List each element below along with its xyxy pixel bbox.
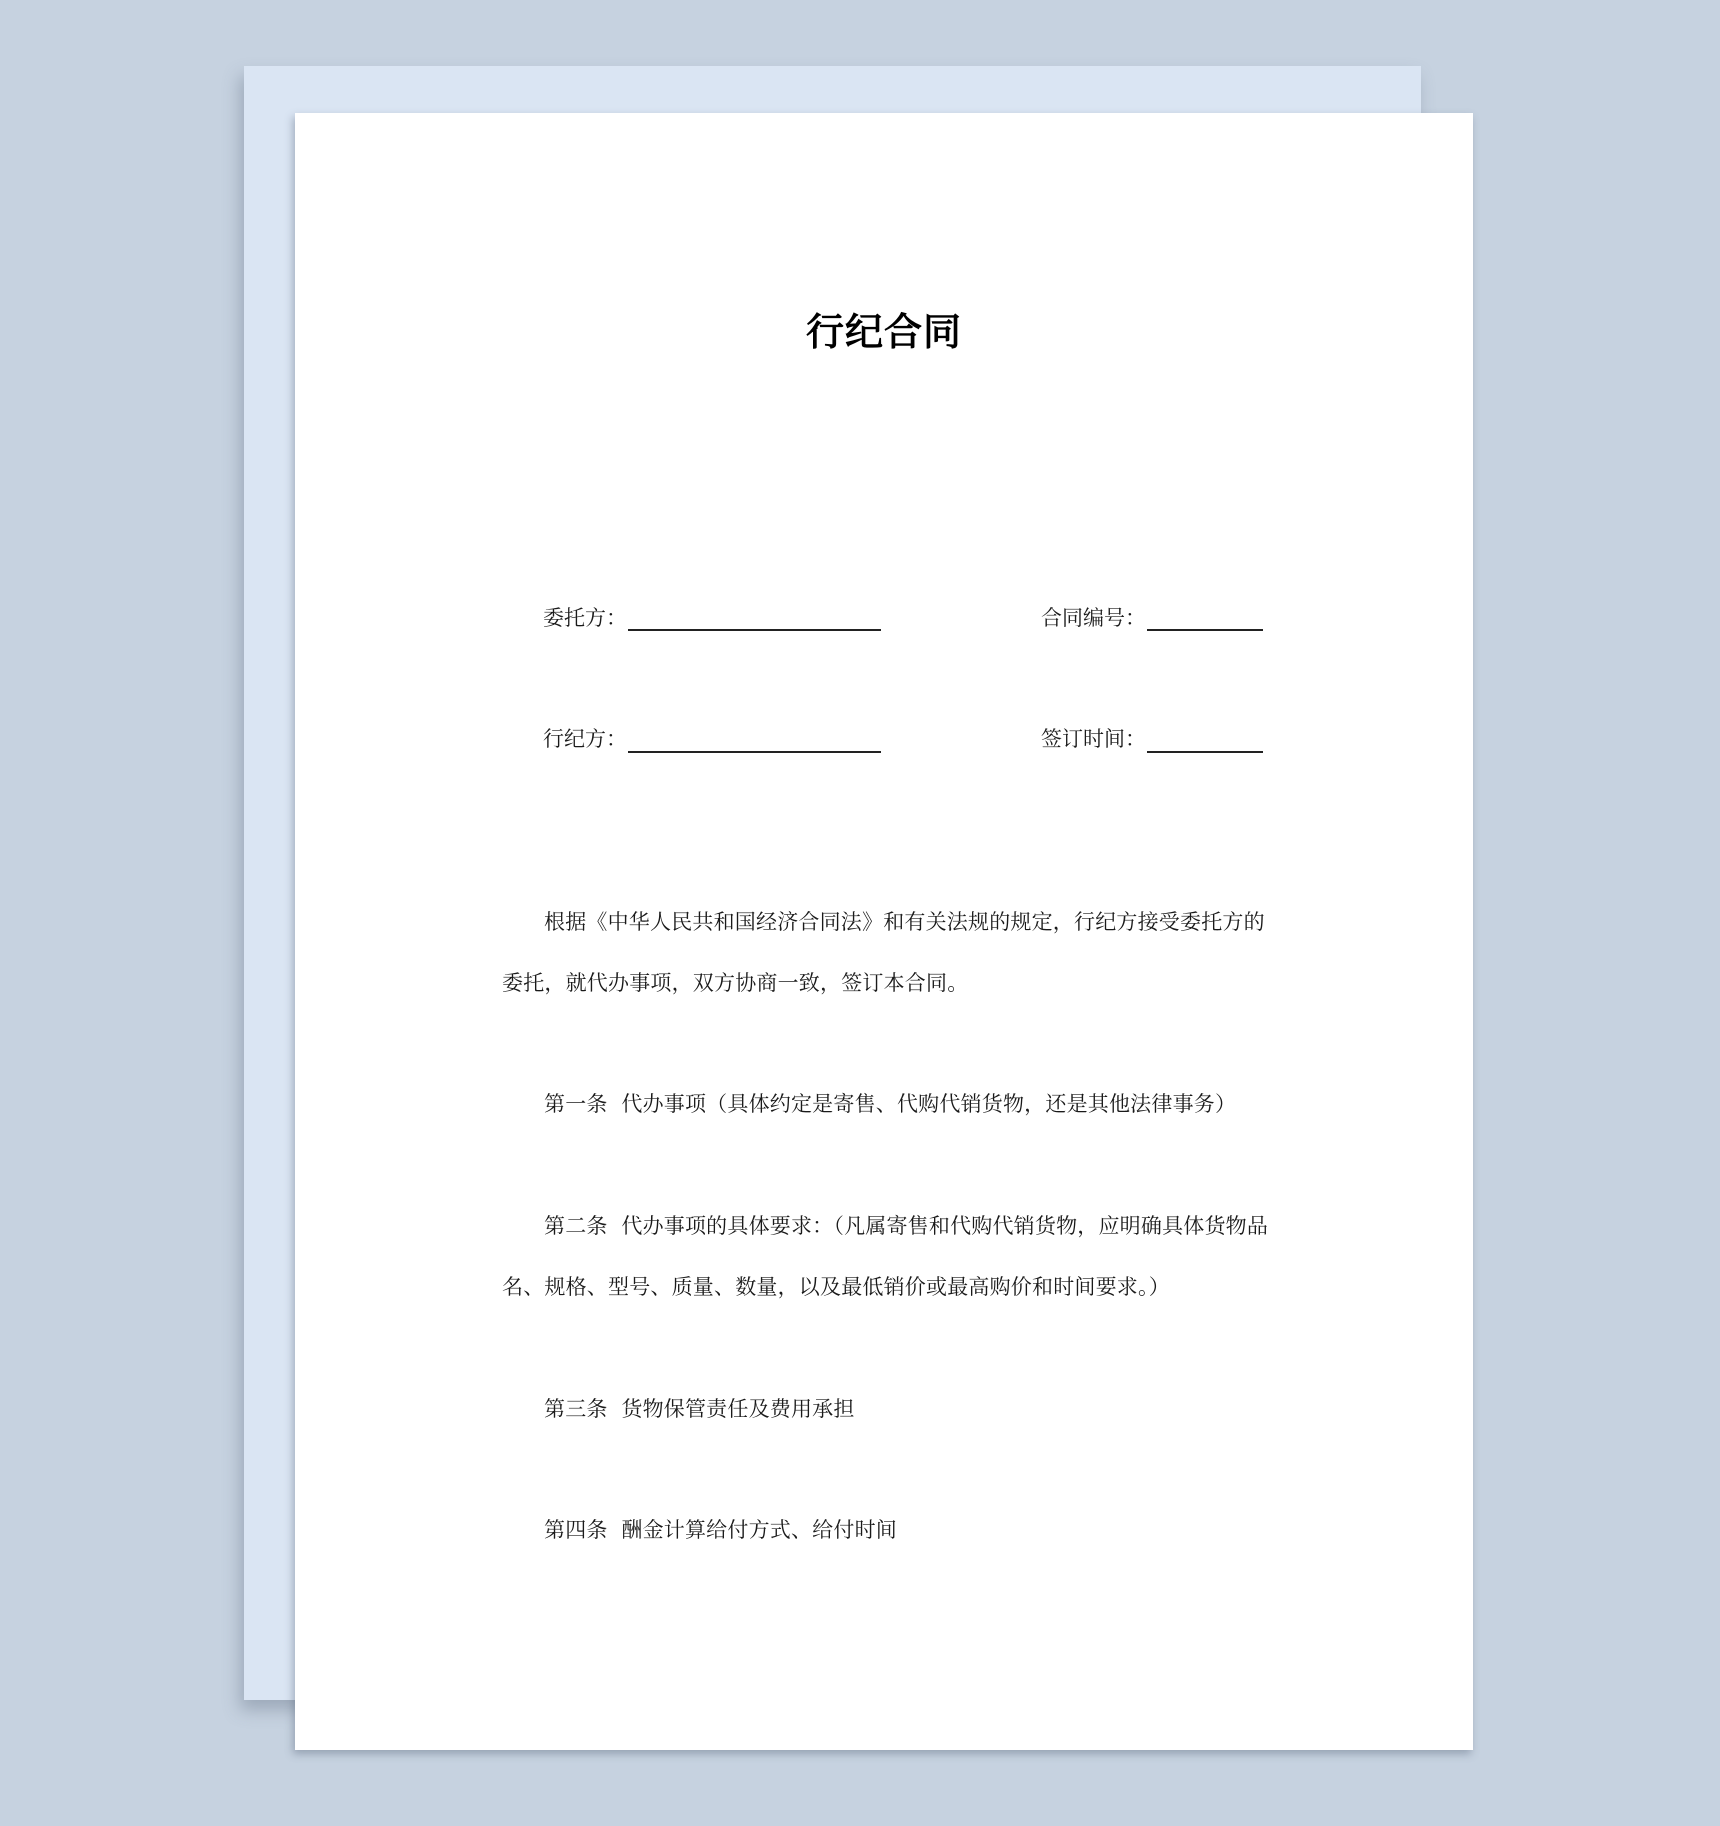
article-2-heading: 第二条	[544, 1214, 608, 1238]
article-3-text: 货物保管责任及费用承担	[621, 1397, 855, 1421]
article-4	[544, 1520, 897, 1541]
contract-number-field[interactable]	[1147, 629, 1263, 631]
commission-agent-label: 行纪方：	[543, 727, 627, 751]
consignor-field[interactable]	[628, 629, 881, 631]
article-4-text: 酬金计算给付方式、给付时间	[621, 1518, 897, 1542]
article-1-heading: 第一条	[544, 1092, 608, 1116]
article-3-heading: 第三条	[544, 1397, 608, 1421]
article-2	[544, 1216, 1268, 1237]
signing-date-label: 签订时间：	[1041, 727, 1146, 751]
commission-agent-field[interactable]	[628, 751, 881, 753]
document-page	[295, 113, 1473, 1750]
article-4-heading: 第四条	[544, 1518, 608, 1542]
contract-number-label: 合同编号：	[1041, 606, 1146, 630]
article-2-text: 代办事项的具体要求：（凡属寄售和代购代销货物，应明确具体货物品	[621, 1214, 1269, 1238]
preamble-line-1: 根据《中华人民共和国经济合同法》和有关法规的规定，行纪方接受委托方的	[544, 910, 1265, 934]
document-title: 行纪合同	[805, 310, 962, 354]
signing-date-field[interactable]	[1147, 751, 1263, 753]
preamble-line-2: 委托，就代办事项，双方协商一致，签订本合同。	[502, 971, 969, 995]
article-1	[544, 1094, 1236, 1115]
article-1-text: 代办事项（具体约定是寄售、代购代销货物，还是其他法律事务）	[621, 1092, 1237, 1116]
article-3	[544, 1399, 855, 1420]
consignor-label: 委托方：	[543, 606, 627, 630]
article-2-line-2: 名、规格、型号、质量、数量，以及最低销价或最高购价和时间要求。）	[502, 1275, 1170, 1299]
